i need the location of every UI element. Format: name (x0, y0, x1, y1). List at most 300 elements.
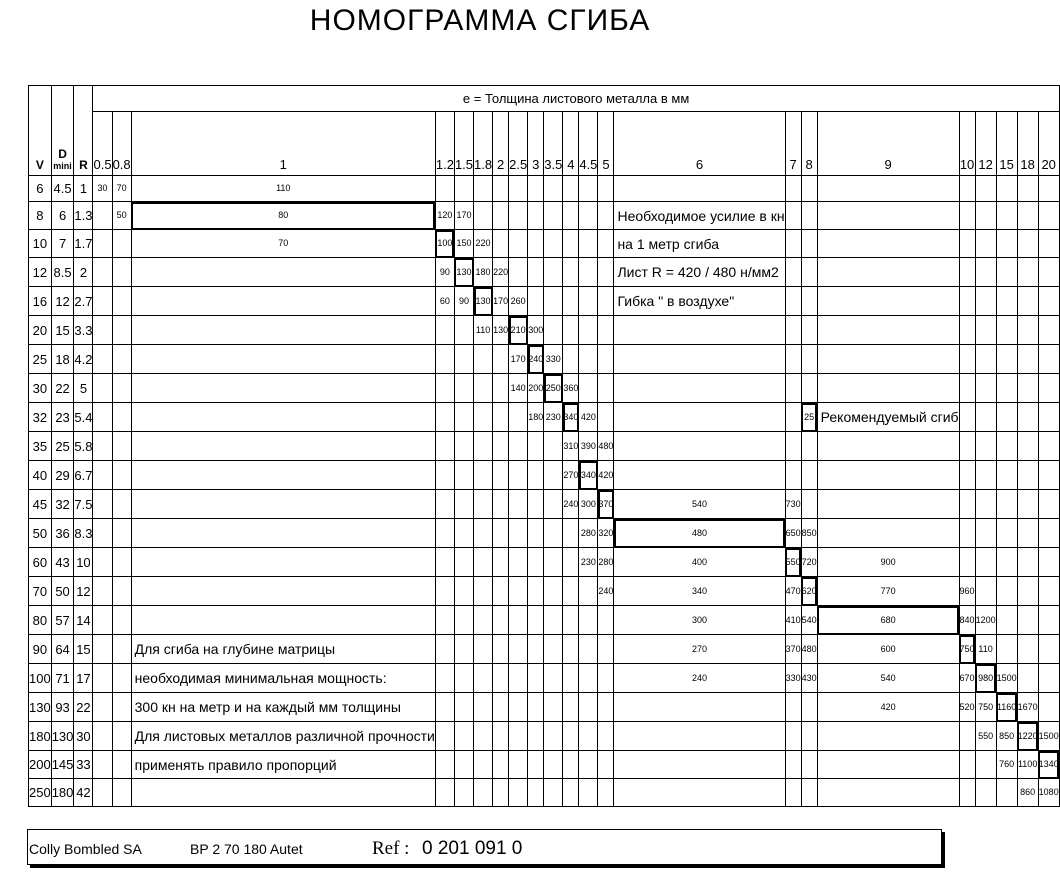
thickness-header-cell: 15 (996, 112, 1017, 176)
row-r-cell: 15 (74, 635, 93, 664)
empty-cell (817, 230, 959, 258)
empty-cell (112, 548, 131, 577)
empty-cell (112, 374, 131, 403)
empty-cell (112, 722, 131, 751)
empty-cell (454, 403, 473, 432)
force-cell: 170 (493, 287, 509, 316)
empty-cell (785, 374, 801, 403)
empty-cell (975, 287, 996, 316)
empty-cell (544, 316, 563, 345)
empty-cell (93, 345, 112, 374)
empty-cell (817, 374, 959, 403)
row-r-cell: 42 (74, 779, 93, 807)
empty-cell (131, 779, 435, 807)
empty-cell (454, 374, 473, 403)
empty-cell (493, 345, 509, 374)
row-r-cell: 30 (74, 722, 93, 751)
row-d-cell: 36 (51, 519, 74, 548)
row-d-cell: 25 (51, 432, 74, 461)
header-d-bottom: mini (53, 161, 72, 171)
note-text: на 1 метр сгиба (617, 235, 719, 252)
force-cell: 280 (579, 519, 598, 548)
empty-cell (563, 722, 579, 751)
force-cell: 1100 (1017, 751, 1038, 779)
empty-cell (1017, 461, 1038, 490)
empty-cell (112, 577, 131, 606)
empty-cell (454, 461, 473, 490)
empty-cell (1038, 461, 1059, 490)
empty-cell (493, 693, 509, 722)
empty-cell (1017, 258, 1038, 287)
force-cell: 550 (975, 722, 996, 751)
footer-ref-number: 0 201 091 0 (422, 838, 523, 859)
empty-cell (131, 403, 435, 432)
page-title: НОМОГРАММА СГИБА (309, 4, 651, 37)
empty-cell (454, 316, 473, 345)
force-cell: 420 (579, 403, 598, 432)
empty-cell (112, 664, 131, 693)
empty-cell (544, 519, 563, 548)
row-d-cell: 57 (51, 606, 74, 635)
recommended-force-cell: 210 (509, 316, 528, 345)
force-cell: 540 (817, 664, 959, 693)
row-d-cell: 22 (51, 374, 74, 403)
empty-cell (996, 258, 1017, 287)
empty-cell (801, 202, 817, 230)
empty-cell (454, 751, 473, 779)
empty-cell (817, 345, 959, 374)
empty-cell (435, 461, 454, 490)
empty-cell (131, 519, 435, 548)
empty-cell (817, 490, 959, 519)
empty-cell (112, 635, 131, 664)
force-cell: 220 (474, 230, 493, 258)
force-cell: 770 (817, 577, 959, 606)
empty-cell (996, 403, 1017, 432)
force-cell: 220 (493, 258, 509, 287)
empty-cell (996, 577, 1017, 606)
force-cell: 180 (474, 258, 493, 287)
empty-cell (112, 779, 131, 807)
row-r-cell: 3.3 (74, 316, 93, 345)
empty-cell (435, 751, 454, 779)
empty-cell (598, 316, 614, 345)
empty-cell (1038, 316, 1059, 345)
force-cell: 280 (598, 548, 614, 577)
force-cell: 540 (801, 606, 817, 635)
empty-cell (598, 693, 614, 722)
empty-cell (996, 176, 1017, 202)
empty-cell (579, 664, 598, 693)
empty-cell (959, 722, 975, 751)
empty-cell (959, 287, 975, 316)
empty-cell (801, 176, 817, 202)
force-cell: 140 (509, 374, 528, 403)
empty-cell (975, 176, 996, 202)
thickness-header-cell: 1.8 (474, 112, 493, 176)
force-cell: 420 (598, 461, 614, 490)
thickness-header-cell: 0.5 (93, 112, 112, 176)
empty-cell (454, 548, 473, 577)
force-cell: 320 (598, 519, 614, 548)
caption-row (29, 86, 1060, 112)
empty-cell (1038, 693, 1059, 722)
empty-cell (493, 548, 509, 577)
force-cell: 170 (454, 202, 473, 230)
empty-cell (975, 316, 996, 345)
empty-cell (563, 664, 579, 693)
empty-cell (579, 202, 598, 230)
empty-cell (975, 490, 996, 519)
empty-cell (598, 403, 614, 432)
force-cell: 1080 (1038, 779, 1059, 807)
empty-cell (131, 432, 435, 461)
force-cell: 370 (785, 635, 801, 664)
table-row (29, 176, 1060, 202)
empty-cell (996, 635, 1017, 664)
row-d-cell: 43 (51, 548, 74, 577)
empty-cell (528, 548, 544, 577)
empty-cell (801, 287, 817, 316)
empty-cell (435, 664, 454, 693)
row-d-cell: 29 (51, 461, 74, 490)
empty-cell (131, 316, 435, 345)
empty-cell (493, 374, 509, 403)
empty-cell (131, 258, 435, 287)
empty-cell (975, 258, 996, 287)
empty-cell (454, 779, 473, 807)
empty-cell (801, 722, 817, 751)
empty-cell (996, 606, 1017, 635)
thickness-header-cell: 3.5 (544, 112, 563, 176)
recommended-force-cell: 100 (435, 230, 454, 258)
empty-cell (454, 577, 473, 606)
row-d-cell: 180 (51, 779, 74, 807)
empty-cell (996, 779, 1017, 807)
empty-cell (801, 432, 817, 461)
empty-cell (817, 287, 959, 316)
empty-cell (959, 779, 975, 807)
row-v-cell: 16 (29, 287, 52, 316)
force-cell: 750 (975, 693, 996, 722)
empty-cell (131, 345, 435, 374)
empty-cell (509, 403, 528, 432)
force-cell: 410 (785, 606, 801, 635)
force-cell: 520 (959, 693, 975, 722)
empty-cell (785, 230, 801, 258)
empty-cell (509, 722, 528, 751)
empty-cell (785, 345, 801, 374)
force-cell: 30 (93, 176, 112, 202)
empty-cell (493, 461, 509, 490)
row-v-cell: 8 (29, 202, 52, 230)
table-row (29, 693, 1060, 722)
empty-cell (817, 461, 959, 490)
recommended-force-cell: 980 (975, 664, 996, 693)
row-v-cell: 200 (29, 751, 52, 779)
empty-cell (509, 635, 528, 664)
force-cell: 470 (785, 577, 801, 606)
empty-cell (544, 230, 563, 258)
empty-cell (93, 606, 112, 635)
empty-cell (614, 345, 785, 374)
row-d-cell: 18 (51, 345, 74, 374)
empty-cell (817, 519, 959, 548)
empty-cell (996, 202, 1017, 230)
row-v-cell: 6 (29, 176, 52, 202)
empty-cell (614, 722, 785, 751)
row-r-cell: 22 (74, 693, 93, 722)
empty-cell (975, 432, 996, 461)
empty-cell (959, 258, 975, 287)
force-cell: 150 (454, 230, 473, 258)
empty-cell (959, 548, 975, 577)
empty-cell (975, 345, 996, 374)
empty-cell (93, 577, 112, 606)
empty-cell (528, 606, 544, 635)
note-text: Гибка " в воздухе" (617, 293, 735, 309)
empty-cell (544, 722, 563, 751)
empty-cell (563, 176, 579, 202)
empty-cell (975, 751, 996, 779)
empty-cell (435, 693, 454, 722)
empty-cell (474, 577, 493, 606)
empty-cell (1038, 258, 1059, 287)
table-row (29, 548, 1060, 577)
thickness-header-cell: 3 (528, 112, 544, 176)
force-cell: 840 (959, 606, 975, 635)
force-cell: 1500 (1038, 722, 1059, 751)
thickness-header-cell: 4.5 (579, 112, 598, 176)
footer-box (27, 829, 942, 865)
row-r-cell: 1.3 (74, 202, 93, 230)
row-d-cell: 32 (51, 490, 74, 519)
empty-cell (93, 403, 112, 432)
force-cell: 330 (544, 345, 563, 374)
empty-cell (509, 779, 528, 807)
empty-cell (1017, 519, 1038, 548)
empty-cell (801, 345, 817, 374)
empty-cell (435, 316, 454, 345)
empty-cell (579, 176, 598, 202)
empty-cell (996, 432, 1017, 461)
row-d-cell: 6 (51, 202, 74, 230)
footer-company: Colly Bombled SA (29, 841, 142, 857)
empty-cell (579, 693, 598, 722)
force-cell: 300 (579, 490, 598, 519)
empty-cell (1017, 432, 1038, 461)
row-r-cell: 4.2 (74, 345, 93, 374)
table-row (29, 490, 1060, 519)
empty-cell (996, 316, 1017, 345)
note-cell (131, 751, 435, 779)
empty-cell (1038, 432, 1059, 461)
empty-cell (785, 403, 801, 432)
empty-cell (93, 519, 112, 548)
empty-cell (563, 606, 579, 635)
row-v-cell: 70 (29, 577, 52, 606)
empty-cell (598, 779, 614, 807)
empty-cell (817, 202, 959, 230)
recommended-force-cell: 340 (579, 461, 598, 490)
thickness-caption: e = Толщина листового металла в мм (93, 86, 1059, 112)
empty-cell (435, 779, 454, 807)
empty-cell (528, 202, 544, 230)
empty-cell (112, 316, 131, 345)
row-r-cell: 5.4 (74, 403, 93, 432)
empty-cell (509, 461, 528, 490)
empty-cell (528, 490, 544, 519)
recommended-force-cell: 1160 (996, 693, 1017, 722)
empty-cell (563, 230, 579, 258)
thickness-header-cell: 2.5 (509, 112, 528, 176)
row-v-cell: 180 (29, 722, 52, 751)
empty-cell (544, 577, 563, 606)
empty-cell (563, 548, 579, 577)
force-cell: 90 (435, 258, 454, 287)
empty-cell (975, 403, 996, 432)
empty-cell (435, 722, 454, 751)
empty-cell (493, 606, 509, 635)
thickness-header-row (29, 112, 1060, 176)
row-v-cell: 10 (29, 230, 52, 258)
table-row (29, 316, 1060, 345)
empty-cell (1038, 230, 1059, 258)
empty-cell (131, 461, 435, 490)
empty-cell (544, 606, 563, 635)
row-r-cell: 5.8 (74, 432, 93, 461)
empty-cell (474, 374, 493, 403)
force-cell: 1670 (1017, 693, 1038, 722)
empty-cell (1038, 664, 1059, 693)
empty-cell (493, 722, 509, 751)
row-v-cell: 25 (29, 345, 52, 374)
thickness-header-cell: 4 (563, 112, 579, 176)
force-cell: 960 (959, 577, 975, 606)
force-cell: 850 (996, 722, 1017, 751)
empty-cell (598, 722, 614, 751)
empty-cell (785, 779, 801, 807)
footer-ref-label: Ref : (372, 838, 410, 859)
empty-cell (1038, 490, 1059, 519)
force-cell: 480 (801, 635, 817, 664)
empty-cell (579, 258, 598, 287)
empty-cell (1038, 287, 1059, 316)
empty-cell (975, 519, 996, 548)
empty-cell (1038, 345, 1059, 374)
empty-cell (579, 606, 598, 635)
empty-cell (801, 230, 817, 258)
thickness-header-cell: 9 (817, 112, 959, 176)
empty-cell (93, 548, 112, 577)
thickness-header-cell: 7 (785, 112, 801, 176)
empty-cell (131, 548, 435, 577)
force-cell: 300 (528, 316, 544, 345)
row-d-cell: 64 (51, 635, 74, 664)
empty-cell (563, 577, 579, 606)
empty-cell (817, 316, 959, 345)
table-row (29, 403, 1060, 432)
force-cell: 310 (563, 432, 579, 461)
empty-cell (817, 176, 959, 202)
empty-cell (598, 374, 614, 403)
header-v: V (29, 86, 52, 176)
row-r-cell: 33 (74, 751, 93, 779)
empty-cell (509, 548, 528, 577)
empty-cell (1017, 202, 1038, 230)
thickness-header-cell: 18 (1017, 112, 1038, 176)
empty-cell (598, 176, 614, 202)
table-row (29, 779, 1060, 807)
empty-cell (1017, 345, 1038, 374)
empty-cell (93, 664, 112, 693)
recommended-force-cell: 550 (785, 548, 801, 577)
empty-cell (528, 519, 544, 548)
force-cell: 650 (785, 519, 801, 548)
empty-cell (474, 779, 493, 807)
empty-cell (614, 461, 785, 490)
empty-cell (509, 258, 528, 287)
empty-cell (598, 230, 614, 258)
note-cell (614, 230, 785, 258)
empty-cell (454, 176, 473, 202)
empty-cell (579, 345, 598, 374)
empty-cell (435, 490, 454, 519)
empty-cell (1038, 374, 1059, 403)
empty-cell (509, 577, 528, 606)
empty-cell (493, 577, 509, 606)
recommended-force-cell: 750 (959, 635, 975, 664)
row-d-cell: 93 (51, 693, 74, 722)
empty-cell (93, 230, 112, 258)
empty-cell (493, 403, 509, 432)
force-cell: 50 (112, 202, 131, 230)
empty-cell (454, 519, 473, 548)
empty-cell (544, 548, 563, 577)
empty-cell (614, 779, 785, 807)
empty-cell (112, 693, 131, 722)
empty-cell (1038, 202, 1059, 230)
empty-cell (614, 374, 785, 403)
force-cell: 130 (493, 316, 509, 345)
empty-cell (493, 230, 509, 258)
empty-cell (1017, 490, 1038, 519)
empty-cell (528, 722, 544, 751)
empty-cell (435, 345, 454, 374)
force-cell: 200 (528, 374, 544, 403)
empty-cell (579, 287, 598, 316)
empty-cell (1017, 635, 1038, 664)
empty-cell (579, 374, 598, 403)
row-v-cell: 40 (29, 461, 52, 490)
row-r-cell: 8.3 (74, 519, 93, 548)
empty-cell (785, 202, 801, 230)
empty-cell (959, 751, 975, 779)
empty-cell (93, 693, 112, 722)
empty-cell (493, 751, 509, 779)
note-text: Для сгиба на глубине матрицы (134, 641, 336, 657)
empty-cell (1038, 635, 1059, 664)
empty-cell (598, 258, 614, 287)
empty-cell (509, 519, 528, 548)
empty-cell (959, 176, 975, 202)
empty-cell (435, 606, 454, 635)
empty-cell (435, 548, 454, 577)
table-row (29, 287, 1060, 316)
empty-cell (112, 751, 131, 779)
empty-cell (93, 722, 112, 751)
force-cell: 180 (528, 403, 544, 432)
